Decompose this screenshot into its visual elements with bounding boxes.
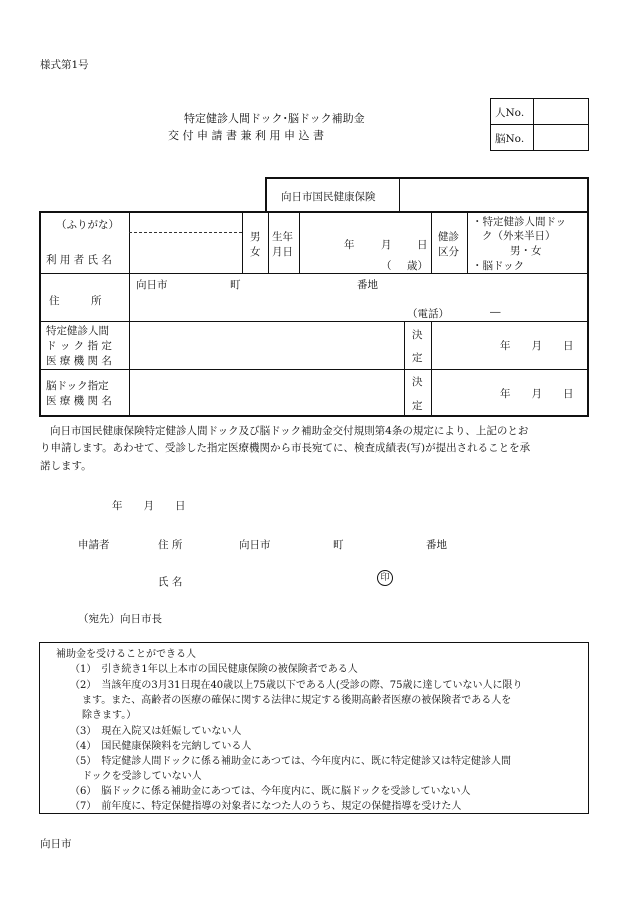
decide1-date: 年 月 日 xyxy=(500,340,574,352)
birth-month: 月 xyxy=(381,239,392,251)
qualification-5: （5） 特定健診人間ドックに係る補助金にあつては、今年度内に、既に特定健診又は特定健診人間 xyxy=(70,756,511,767)
kenshin-label-2: 区分 xyxy=(438,246,459,258)
address-town: 町 xyxy=(230,279,241,291)
addressee: （宛先）向日市長 xyxy=(78,613,162,625)
sex-male: 男 xyxy=(250,231,261,243)
decide2-char-1: 決 xyxy=(412,376,423,388)
qualification-6: （6） 脳ドックに係る補助金にあつては、今年度内に、既に脳ドックを受診していない人 xyxy=(70,786,471,797)
decide2-date: 年 月 日 xyxy=(500,388,574,400)
decide1-char-1: 決 xyxy=(412,329,423,341)
body-line-3: 諾します。 xyxy=(40,460,92,472)
form-number: 様式第1号 xyxy=(40,59,89,71)
option-brain-dock: ・脳ドック xyxy=(472,260,525,272)
tel-dash: ― xyxy=(490,306,501,318)
decide1-char-2: 定 xyxy=(412,352,423,364)
qualification-2-cont-2: 除きます。） xyxy=(82,710,137,721)
address-label: 住 所 xyxy=(49,295,102,307)
applicant-name-label: 氏 名 xyxy=(158,576,183,588)
title-line-2: 交 付 申 請 書 兼 利 用 申 込 書 xyxy=(168,129,324,142)
age-open: （ xyxy=(381,260,392,272)
footer-city: 向日市 xyxy=(40,838,72,850)
tel-label: （電話） xyxy=(407,308,449,320)
applicant-banchi: 番地 xyxy=(426,539,447,551)
inst2-label-2: 医 療 機 関 名 xyxy=(46,395,112,407)
body-line-1: 向日市国民健康保険特定健診人間ドック及び脳ドック補助金交付規則第4条の規定により、上記のとお xyxy=(50,425,529,437)
user-name-label: 利 用 者 氏 名 xyxy=(46,254,112,266)
insurance-label: 向日市国民健康保険 xyxy=(281,191,376,203)
address-city: 向日市 xyxy=(136,279,168,291)
birth-day: 日 xyxy=(417,239,428,251)
inst1-label-3: 医 療 機 関 名 xyxy=(46,355,112,367)
address-banchi: 番地 xyxy=(357,279,378,291)
birth-label-1: 生年 xyxy=(272,231,293,243)
option-sex: 男・女 xyxy=(510,245,542,257)
age-close: 歳） xyxy=(407,260,428,272)
qualification-7: （7） 前年度に、特定保健指導の対象者になつた人のうち、規定の保健指導を受けた人 xyxy=(70,801,462,812)
qualification-3: （3） 現在入院又は妊娠していない人 xyxy=(70,726,242,737)
kenshin-label-1: 健診 xyxy=(438,231,459,243)
qualification-5-cont: ドックを受診していない人 xyxy=(82,771,202,782)
qualification-1: （1） 引き続き1年以上本市の国民健康保険の被保険者である人 xyxy=(70,664,358,675)
body-line-2: り申請します。あわせて、受診した指定医療機関から市長宛てに、検査成績表(写)が提出されることを承 xyxy=(40,442,531,454)
sex-female: 女 xyxy=(250,246,261,258)
furigana-label: （ふりがな） xyxy=(56,219,119,231)
applicant-address-label: 住 所 xyxy=(158,539,183,551)
human-no-label: 人No. xyxy=(495,107,525,119)
option-ningen-dock-1: ・特定健診人間ドッ xyxy=(472,216,567,228)
inst1-label-1: 特定健診人間 xyxy=(46,325,109,337)
option-ningen-dock-2: ク（外来半日） xyxy=(482,230,556,242)
birth-label-2: 月日 xyxy=(272,246,293,258)
decide2-char-2: 定 xyxy=(412,400,423,412)
seal-mark: 印 xyxy=(377,570,393,586)
title-line-1: 特定健診人間ドック･脳ドック補助金 xyxy=(184,112,365,125)
applicant-city: 向日市 xyxy=(239,539,271,551)
qualification-2-cont-1: ます。また、高齢者の医療の確保に関する法律に規定する後期高齢者医療の被保険者である人を xyxy=(82,695,512,706)
qualification-2: （2） 当該年度の3月31日現在40歳以上75歳以下である人(受診の際、75歳に達していない人に限り xyxy=(70,680,523,691)
qualifications-title: 補助金を受けることができる人 xyxy=(56,649,196,660)
application-date: 年 月 日 xyxy=(112,500,186,512)
brain-no-label: 脳No. xyxy=(495,133,525,145)
birth-year: 年 xyxy=(344,239,355,251)
applicant-label: 申請者 xyxy=(78,539,110,551)
inst1-label-2: ド ッ ク 指 定 xyxy=(46,340,112,352)
applicant-town: 町 xyxy=(333,539,344,551)
qualification-4: （4） 国民健康保険料を完納している人 xyxy=(70,741,252,752)
inst2-label-1: 脳ドック指定 xyxy=(46,380,109,392)
